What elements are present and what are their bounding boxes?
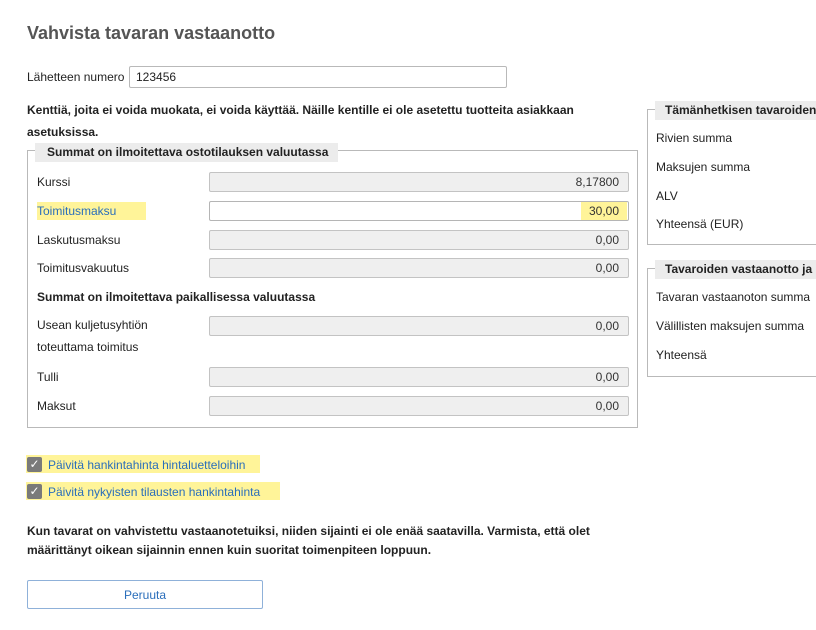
exchange-rate-field: 8,17800 — [209, 172, 629, 192]
fees-field: 0,00 — [209, 396, 629, 416]
fees-sum-label: Maksujen summa — [656, 160, 751, 174]
customs-field: 0,00 — [209, 367, 629, 387]
update-price-lists-checkbox[interactable] — [27, 456, 245, 473]
multi-carrier-label-line2: toteuttama toimitus — [37, 340, 139, 354]
purchase-currency-legend: Summat on ilmoitettava ostotilauksen valuutassa — [35, 143, 338, 162]
invoicing-fee-label: Laskutusmaksu — [37, 233, 121, 247]
non-editable-notice: Kenttiä, joita ei voida muokata, ei voida käyttää. Näille kentille ei ole asetettu tuotteita asiakkaan asetuksissa. — [27, 103, 574, 139]
update-open-orders-label: Päivitä nykyisten tilausten hankintahinta — [48, 484, 261, 499]
delivery-fee-label-text: Toimitusmaksu — [37, 202, 146, 220]
multi-carrier-field: 0,00 — [209, 316, 629, 336]
vat-label: ALV — [656, 189, 678, 203]
local-currency-heading: Summat on ilmoitettava paikallisessa valuutassa — [37, 290, 316, 304]
location-warning: Kun tavarat on vahvistettu vastaanotetuiksi, niiden sijainti ei ole enää saatavilla. Varmista, että olet määrittänyt oikean sijainnin ennen kuin suoritat toimenpiteen loppuun. — [27, 524, 590, 557]
update-price-lists-label: Päivitä hankintahinta hintaluetteloihin — [48, 457, 246, 472]
exchange-rate-label: Kurssi — [37, 175, 71, 189]
invoicing-fee-field: 0,00 — [209, 230, 629, 250]
receipt-legend: Tavaroiden vastaanotto ja — [655, 260, 816, 279]
multi-carrier-label — [37, 314, 148, 358]
checkmark-icon: ✓ — [27, 457, 42, 472]
row-sum-label: Rivien summa — [656, 131, 733, 145]
delivery-fee-label — [37, 204, 146, 218]
total-eur-label: Yhteensä (EUR) — [656, 217, 744, 231]
delivery-fee-input[interactable] — [209, 201, 629, 221]
delivery-fee-value: 30,00 — [581, 202, 627, 220]
current-goods-legend: Tämänhetkisen tavaroiden — [655, 101, 816, 120]
receipt-sum-label: Tavaran vastaanoton summa — [656, 290, 811, 304]
reference-number-input[interactable] — [129, 66, 507, 88]
update-open-orders-checkbox[interactable] — [27, 483, 260, 500]
cancel-button[interactable]: Peruuta — [27, 580, 263, 609]
delivery-insurance-label: Toimitusvakuutus — [37, 261, 130, 275]
receipt-total-label: Yhteensä — [656, 348, 707, 362]
dialog-title: Vahvista tavaran vastaanotto — [27, 23, 276, 43]
indirect-fees-sum-label: Välillisten maksujen summa — [656, 319, 805, 333]
multi-carrier-label-line1: Usean kuljetusyhtiön — [37, 318, 148, 332]
reference-number-label: Lähetteen numero — [27, 70, 125, 84]
fees-label: Maksut — [37, 399, 76, 413]
checkmark-icon: ✓ — [27, 484, 42, 499]
customs-label: Tulli — [37, 370, 59, 384]
delivery-insurance-field: 0,00 — [209, 258, 629, 278]
